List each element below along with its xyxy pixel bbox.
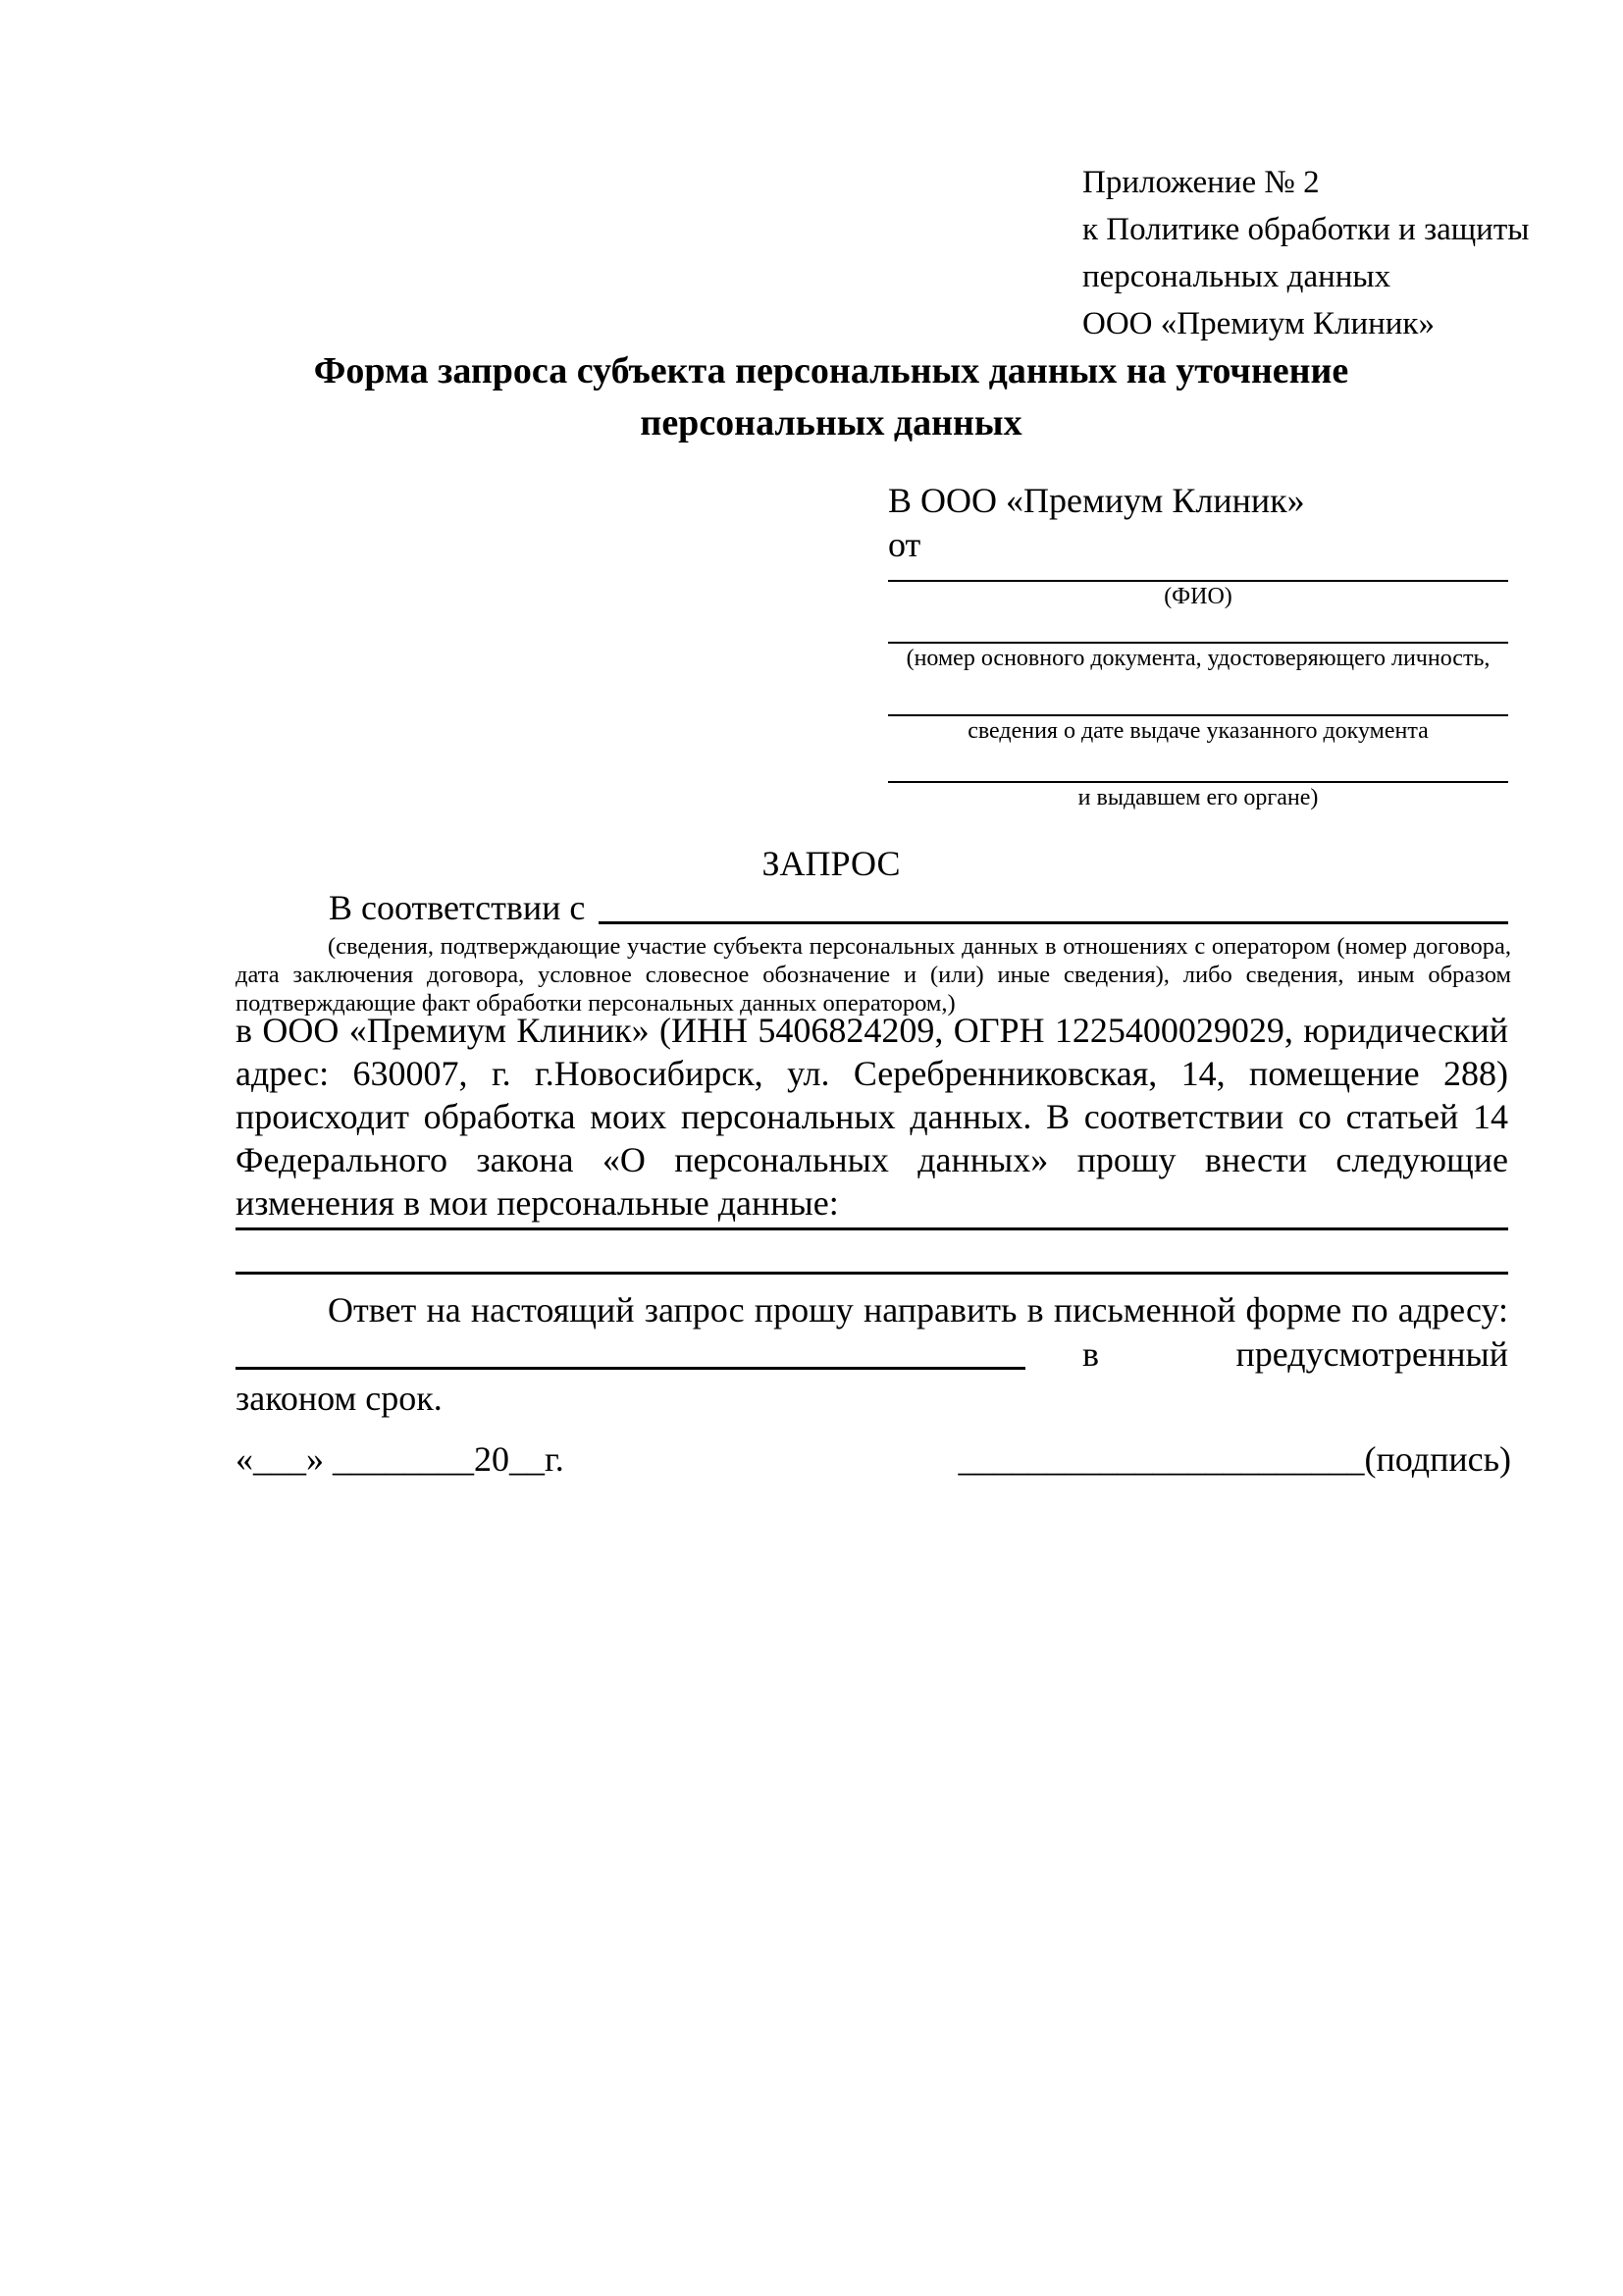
appendix-line: ООО «Премиум Клиник»	[1082, 306, 1435, 341]
signature-blank-line: _______________________	[958, 1439, 1365, 1479]
appendix-line: персональных данных	[1082, 259, 1391, 294]
appendix-block	[1082, 159, 1529, 347]
signature-group	[959, 1437, 1511, 1482]
fio-caption: (ФИО)	[1164, 584, 1232, 609]
reply-tail-word-2: предусмотренный	[1235, 1334, 1508, 1374]
accordance-note: (сведения, подтверждающие участие субъекта персональных данных в отношениях с оператором (номер договора, дата заключения договора, условное словесное обозначение и (или) иные сведения), либо сведения, иным образом подтверждающие факт обработки персональных данных оператором,)	[236, 933, 1511, 1017]
request-heading: ЗАПРОС	[761, 844, 901, 883]
document-title: Форма запроса субъекта персональных данных на уточнение персональных данных	[313, 350, 1349, 444]
changes-blank-line-2	[236, 1272, 1508, 1275]
accordance-row	[236, 886, 1508, 930]
request-body-paragraph: в ООО «Премиум Клиник» (ИНН 5406824209, ОГРН 1225400029029, юридический адрес: 630007, г. г.Новосибирск, ул. Серебренниковская, 14, помещение 288) происходит обработка моих персональных данных. В соответствии со статьей 14 Федерального закона «О персональных данных» прошу внести следующие изменения в мои персональные данные:	[236, 1011, 1508, 1223]
signature-caption: (подпись)	[1364, 1439, 1511, 1479]
addressee-from-label: от	[888, 525, 921, 564]
changes-blank-line-1	[236, 1227, 1508, 1230]
accordance-blank-line	[599, 912, 1508, 924]
issue-date-caption: сведения о дате выдаче указанного документа	[968, 718, 1429, 744]
reply-term-end: законом срок.	[236, 1379, 443, 1418]
appendix-line: к Политике обработки и защиты	[1082, 212, 1530, 247]
reply-tail-word-1: в	[1082, 1334, 1099, 1374]
issuing-authority-caption: и выдавшем его органе)	[1077, 785, 1319, 810]
footer-row	[236, 1437, 1511, 1482]
date-line: «___» ________20__г.	[236, 1439, 564, 1479]
document-number-caption: (номер основного документа, удостоверяющего личность,	[906, 646, 1491, 671]
addressee-to: В ООО «Премиум Клиник»	[888, 481, 1305, 520]
appendix-line: Приложение № 2	[1082, 165, 1320, 200]
reply-address-blank-line	[236, 1367, 1025, 1370]
reply-address-sentence: Ответ на настоящий запрос прошу направить в письменной форме по адресу:	[328, 1290, 1508, 1330]
addressee-block	[888, 479, 1508, 812]
accordance-lead: В соответствии с	[329, 888, 586, 927]
reply-address-row	[236, 1332, 1508, 1377]
